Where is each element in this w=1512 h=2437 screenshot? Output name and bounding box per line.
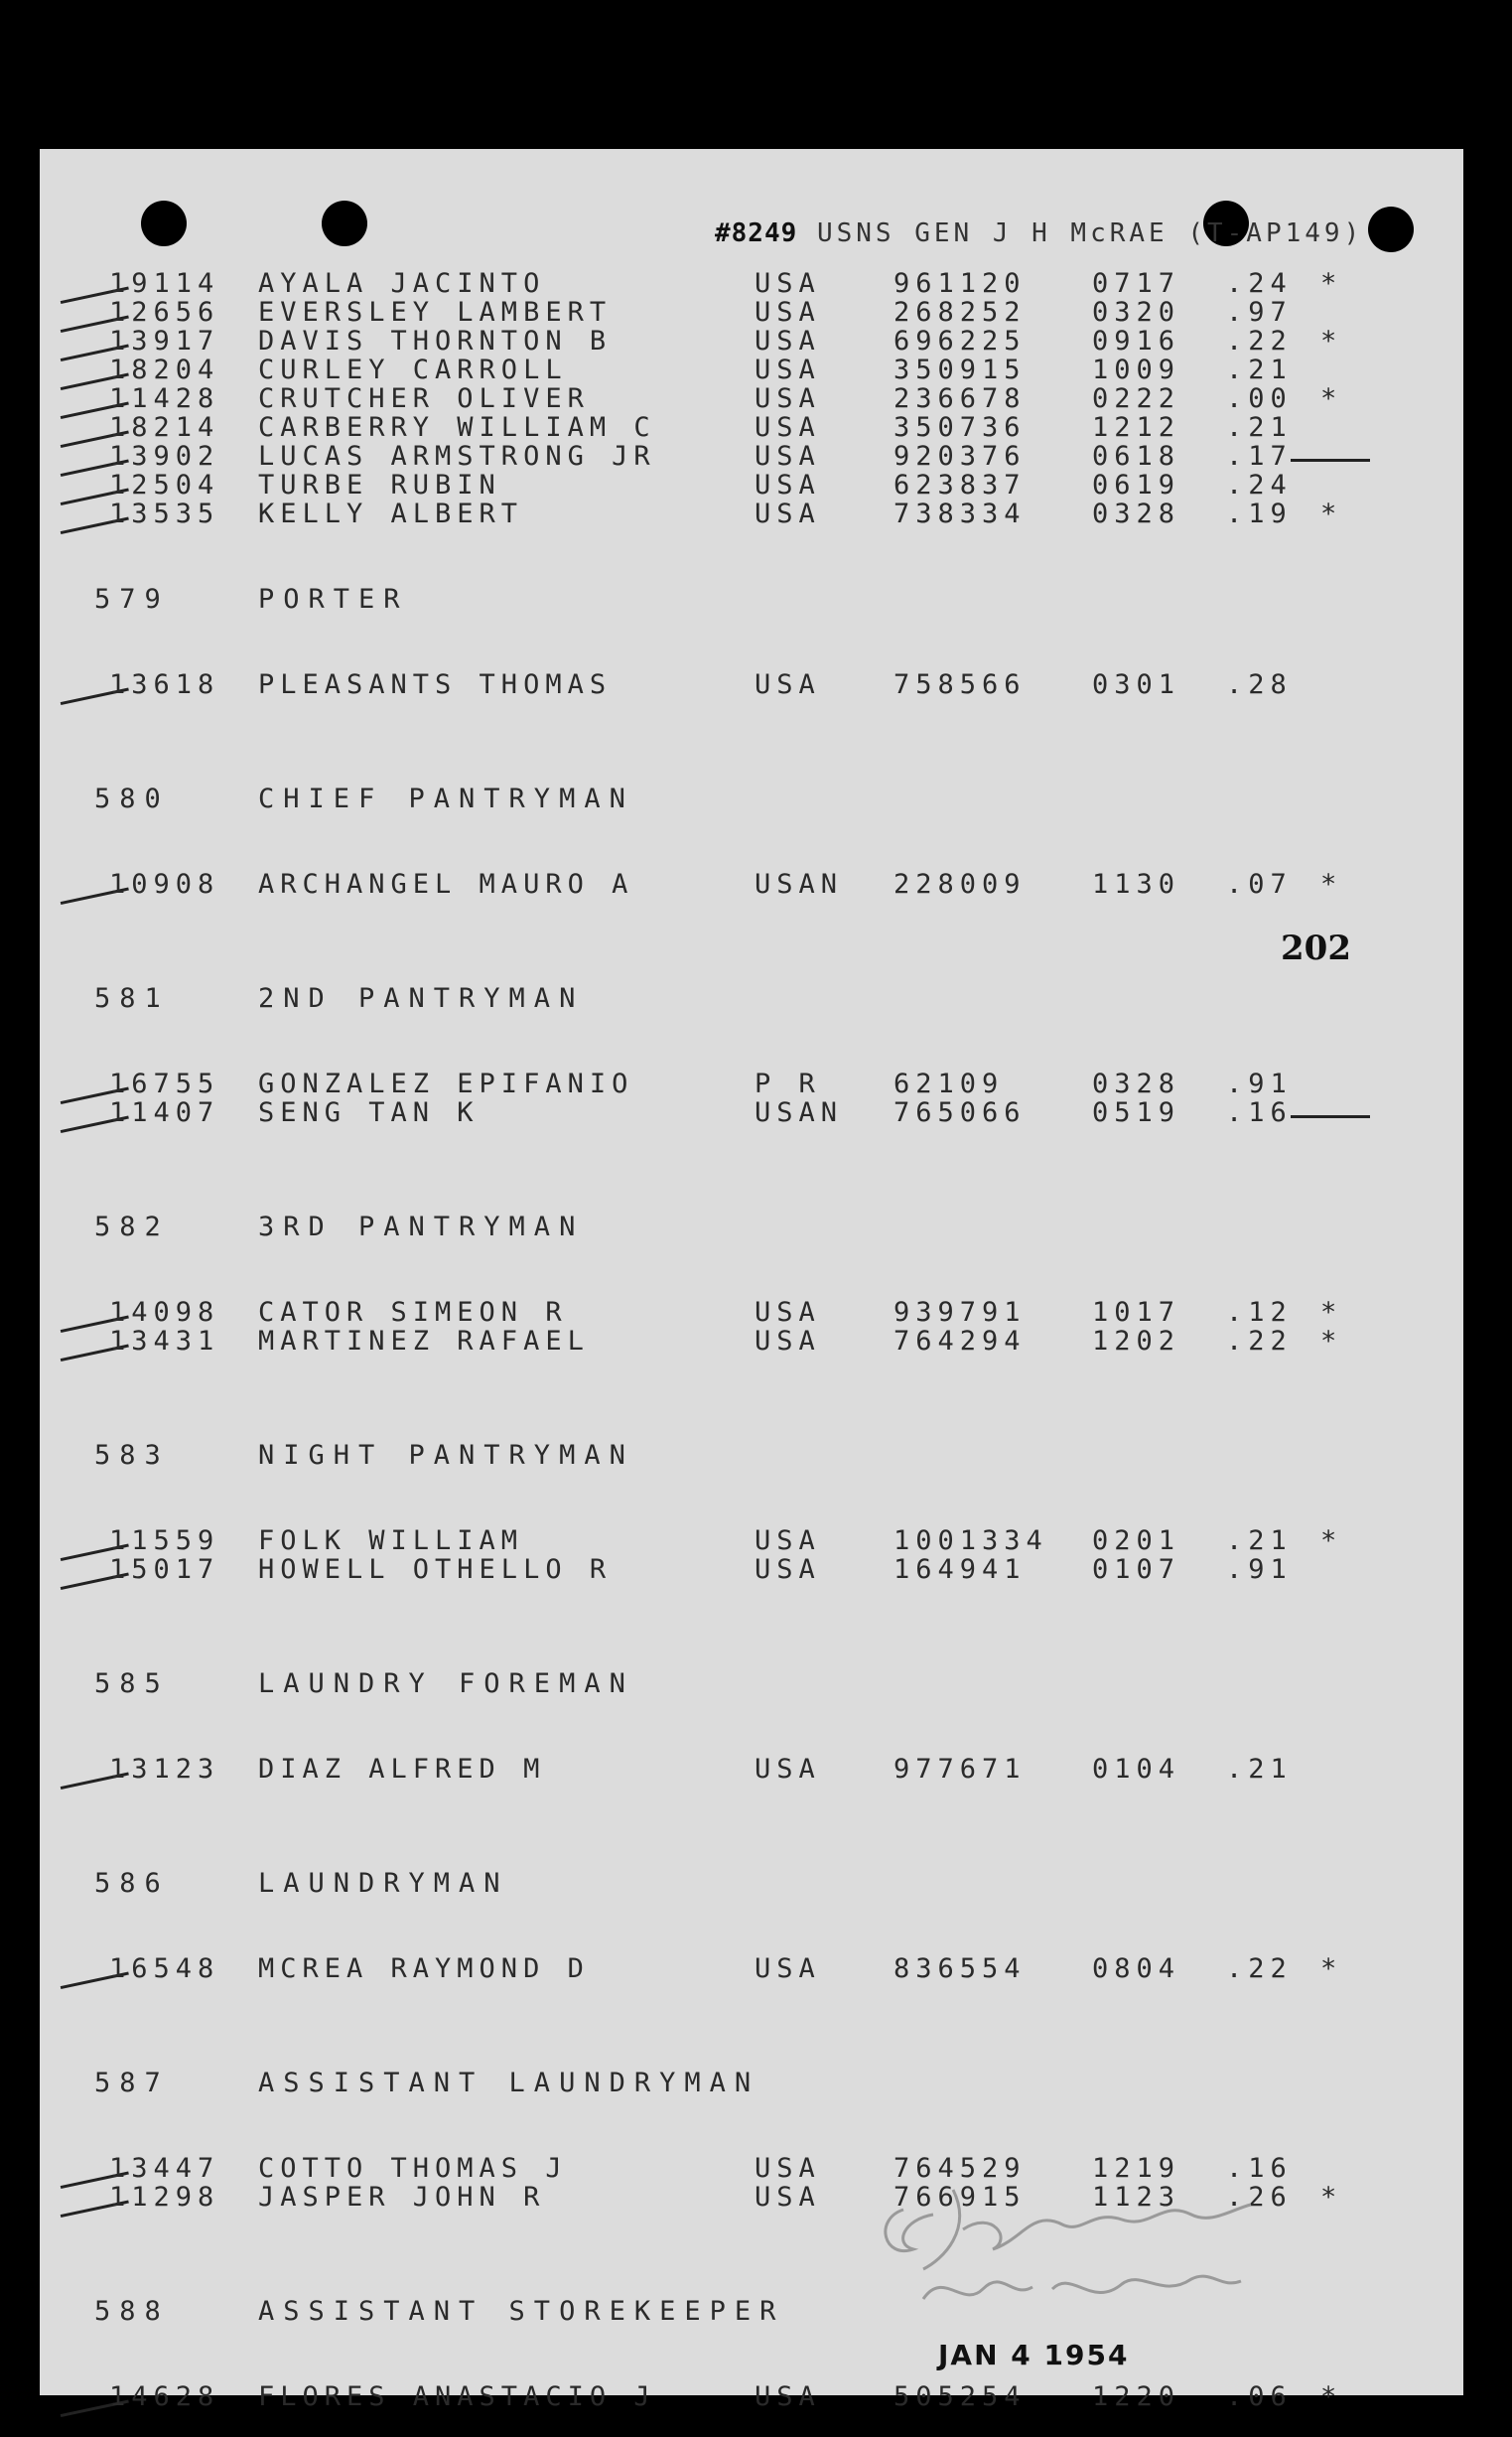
value: .21 bbox=[1226, 1525, 1293, 1556]
document-number: 350736 bbox=[893, 412, 1027, 443]
crew-name: KELLY ALBERT bbox=[258, 499, 524, 529]
entry-date: 1212 bbox=[1092, 412, 1181, 443]
nationality: USA bbox=[755, 412, 821, 443]
section-code: 580 bbox=[94, 784, 170, 814]
crew-name: CRUTCHER OLIVER bbox=[258, 383, 590, 414]
document-number: 268252 bbox=[893, 297, 1027, 328]
value: .26 bbox=[1226, 2182, 1293, 2213]
crew-id: 15017 bbox=[109, 1554, 220, 1585]
crew-name: PLEASANTS THOMAS bbox=[258, 669, 613, 700]
nationality: USA bbox=[755, 2182, 821, 2213]
entry-date: 0916 bbox=[1092, 326, 1181, 357]
section-title: PORTER bbox=[258, 584, 409, 615]
crew-id: 10908 bbox=[109, 869, 220, 900]
value: .17 bbox=[1226, 441, 1293, 472]
nationality: USA bbox=[755, 1754, 821, 1785]
value: .97 bbox=[1226, 297, 1293, 328]
asterisk-mark: * bbox=[1320, 268, 1343, 299]
value: .91 bbox=[1226, 1069, 1293, 1099]
page-number: 202 bbox=[1281, 929, 1351, 968]
entry-date: 0804 bbox=[1092, 1953, 1181, 1984]
entry-date: 1123 bbox=[1092, 2182, 1181, 2213]
nationality: USA bbox=[755, 470, 821, 501]
entry-date: 0104 bbox=[1092, 1754, 1181, 1785]
ship-name: USNS GEN J H McRAE (T-AP149) bbox=[816, 218, 1364, 248]
section-title: LAUNDRYMAN bbox=[258, 1868, 509, 1899]
document-number: 939791 bbox=[893, 1297, 1027, 1328]
value: .06 bbox=[1226, 2381, 1293, 2412]
document-number: 765066 bbox=[893, 1097, 1027, 1128]
crew-name: COTTO THOMAS J bbox=[258, 2153, 568, 2184]
crew-id: 11407 bbox=[109, 1097, 220, 1128]
nationality: USAN bbox=[755, 869, 844, 900]
crew-id: 13123 bbox=[109, 1754, 220, 1785]
crew-id: 11428 bbox=[109, 383, 220, 414]
entry-date: 0222 bbox=[1092, 383, 1181, 414]
crew-name: SENG TAN K bbox=[258, 1097, 480, 1128]
document-number: 62109 bbox=[893, 1069, 1005, 1099]
crew-name: EVERSLEY LAMBERT bbox=[258, 297, 613, 328]
punch-hole bbox=[141, 201, 187, 246]
entry-date: 0619 bbox=[1092, 470, 1181, 501]
crew-name: FLORES ANASTACIO J bbox=[258, 2381, 656, 2412]
value: .16 bbox=[1226, 1097, 1293, 1128]
document-number: 228009 bbox=[893, 869, 1027, 900]
nationality: USA bbox=[755, 355, 821, 385]
entry-date: 1202 bbox=[1092, 1326, 1181, 1357]
crew-id: 12504 bbox=[109, 470, 220, 501]
asterisk-mark: * bbox=[1320, 499, 1343, 529]
document-number: 164941 bbox=[893, 1554, 1027, 1585]
document-number: 764294 bbox=[893, 1326, 1027, 1357]
crew-name: LUCAS ARMSTRONG JR bbox=[258, 441, 656, 472]
nationality: USA bbox=[755, 326, 821, 357]
document-number: 766915 bbox=[893, 2182, 1027, 2213]
punch-hole bbox=[322, 201, 367, 246]
value: .91 bbox=[1226, 1554, 1293, 1585]
crew-id: 16548 bbox=[109, 1953, 220, 1984]
document-number: 1001334 bbox=[893, 1525, 1048, 1556]
crew-id: 12656 bbox=[109, 297, 220, 328]
section-title: ASSISTANT LAUNDRYMAN bbox=[258, 2068, 760, 2098]
crew-name: CARBERRY WILLIAM C bbox=[258, 412, 656, 443]
asterisk-mark: * bbox=[1320, 326, 1343, 357]
manifest-header bbox=[715, 218, 1363, 248]
nationality: USA bbox=[755, 1326, 821, 1357]
crew-name: MARTINEZ RAFAEL bbox=[258, 1326, 590, 1357]
entry-date: 1220 bbox=[1092, 2381, 1181, 2412]
value: .16 bbox=[1226, 2153, 1293, 2184]
crew-id: 13431 bbox=[109, 1326, 220, 1357]
crew-id: 14628 bbox=[109, 2381, 220, 2412]
nationality: USA bbox=[755, 268, 821, 299]
entry-date: 0320 bbox=[1092, 297, 1181, 328]
nationality: USA bbox=[755, 441, 821, 472]
document-number: 764529 bbox=[893, 2153, 1027, 2184]
value: .22 bbox=[1226, 1326, 1293, 1357]
crew-id: 13902 bbox=[109, 441, 220, 472]
section-title: 3RD PANTRYMAN bbox=[258, 1212, 585, 1242]
entry-date: 1009 bbox=[1092, 355, 1181, 385]
value: .24 bbox=[1226, 268, 1293, 299]
document-number: 920376 bbox=[893, 441, 1027, 472]
nationality: USA bbox=[755, 1953, 821, 1984]
crew-name: HOWELL OTHELLO R bbox=[258, 1554, 613, 1585]
value: .21 bbox=[1226, 412, 1293, 443]
nationality: USA bbox=[755, 383, 821, 414]
document-number: 236678 bbox=[893, 383, 1027, 414]
nationality: USA bbox=[755, 1525, 821, 1556]
asterisk-mark: * bbox=[1320, 383, 1343, 414]
crew-name: DAVIS THORNTON B bbox=[258, 326, 613, 357]
value: .28 bbox=[1226, 669, 1293, 700]
crew-name: CURLEY CARROLL bbox=[258, 355, 568, 385]
crew-id: 16755 bbox=[109, 1069, 220, 1099]
crew-id: 11559 bbox=[109, 1525, 220, 1556]
nationality: USA bbox=[755, 297, 821, 328]
value: .24 bbox=[1226, 470, 1293, 501]
entry-date: 1017 bbox=[1092, 1297, 1181, 1328]
entry-date: 0301 bbox=[1092, 669, 1181, 700]
value: .21 bbox=[1226, 1754, 1293, 1785]
asterisk-mark: * bbox=[1320, 1297, 1343, 1328]
crew-id: 18204 bbox=[109, 355, 220, 385]
asterisk-mark: * bbox=[1320, 869, 1343, 900]
entry-date: 0618 bbox=[1092, 441, 1181, 472]
crew-id: 13447 bbox=[109, 2153, 220, 2184]
crew-id: 13535 bbox=[109, 499, 220, 529]
section-code: 581 bbox=[94, 983, 170, 1014]
entry-date: 0201 bbox=[1092, 1525, 1181, 1556]
crew-name: TURBE RUBIN bbox=[258, 470, 501, 501]
entry-date: 1130 bbox=[1092, 869, 1181, 900]
entry-date: 0717 bbox=[1092, 268, 1181, 299]
crew-name: DIAZ ALFRED M bbox=[258, 1754, 546, 1785]
section-title: ASSISTANT STOREKEEPER bbox=[258, 2296, 785, 2327]
section-title: CHIEF PANTRYMAN bbox=[258, 784, 634, 814]
entry-date: 1219 bbox=[1092, 2153, 1181, 2184]
document-number: 758566 bbox=[893, 669, 1027, 700]
asterisk-mark: * bbox=[1320, 1953, 1343, 1984]
crew-name: FOLK WILLIAM bbox=[258, 1525, 524, 1556]
document-number: 738334 bbox=[893, 499, 1027, 529]
crew-id: 11298 bbox=[109, 2182, 220, 2213]
crew-id: 18214 bbox=[109, 412, 220, 443]
nationality: USA bbox=[755, 2153, 821, 2184]
crew-name: AYALA JACINTO bbox=[258, 268, 546, 299]
section-code: 579 bbox=[94, 584, 170, 615]
asterisk-mark: * bbox=[1320, 2182, 1343, 2213]
crew-name: JASPER JOHN R bbox=[258, 2182, 546, 2213]
section-code: 588 bbox=[94, 2296, 170, 2327]
asterisk-mark: * bbox=[1320, 1326, 1343, 1357]
crew-name: ARCHANGEL MAURO A bbox=[258, 869, 634, 900]
entry-date: 0328 bbox=[1092, 1069, 1181, 1099]
document-number: 696225 bbox=[893, 326, 1027, 357]
punch-hole bbox=[1368, 207, 1414, 252]
document-number: 961120 bbox=[893, 268, 1027, 299]
value: .22 bbox=[1226, 1953, 1293, 1984]
nationality: USA bbox=[755, 499, 821, 529]
document-number: 350915 bbox=[893, 355, 1027, 385]
strike-mark-icon bbox=[1291, 1099, 1370, 1118]
strike-mark-icon bbox=[1291, 443, 1370, 462]
entry-date: 0328 bbox=[1092, 499, 1181, 529]
nationality: USAN bbox=[755, 1097, 844, 1128]
inspector-signature bbox=[864, 2170, 1281, 2319]
document-number: 623837 bbox=[893, 470, 1027, 501]
crew-id: 14098 bbox=[109, 1297, 220, 1328]
section-code: 583 bbox=[94, 1440, 170, 1471]
nationality: USA bbox=[755, 1554, 821, 1585]
manifest-number: #8249 bbox=[715, 218, 798, 248]
document-page bbox=[40, 149, 1463, 2412]
crew-name: MCREA RAYMOND D bbox=[258, 1953, 590, 1984]
crew-id: 19114 bbox=[109, 268, 220, 299]
date-stamp: JAN 4 1954 bbox=[938, 2339, 1130, 2371]
value: .00 bbox=[1226, 383, 1293, 414]
nationality: USA bbox=[755, 1297, 821, 1328]
crew-id: 13917 bbox=[109, 326, 220, 357]
entry-date: 0519 bbox=[1092, 1097, 1181, 1128]
section-code: 582 bbox=[94, 1212, 170, 1242]
section-title: LAUNDRY FOREMAN bbox=[258, 1668, 634, 1699]
nationality: USA bbox=[755, 2381, 821, 2412]
crew-name: CATOR SIMEON R bbox=[258, 1297, 568, 1328]
section-title: NIGHT PANTRYMAN bbox=[258, 1440, 634, 1471]
value: .19 bbox=[1226, 499, 1293, 529]
value: .22 bbox=[1226, 326, 1293, 357]
section-code: 586 bbox=[94, 1868, 170, 1899]
document-number: 977671 bbox=[893, 1754, 1027, 1785]
nationality: USA bbox=[755, 669, 821, 700]
crew-name: GONZALEZ EPIFANIO bbox=[258, 1069, 634, 1099]
document-number: 836554 bbox=[893, 1953, 1027, 1984]
nationality: P R bbox=[755, 1069, 821, 1099]
value: .21 bbox=[1226, 355, 1293, 385]
crew-id: 13618 bbox=[109, 669, 220, 700]
section-code: 585 bbox=[94, 1668, 170, 1699]
section-code: 587 bbox=[94, 2068, 170, 2098]
document-number: 505254 bbox=[893, 2381, 1027, 2412]
value: .07 bbox=[1226, 869, 1293, 900]
asterisk-mark: * bbox=[1320, 2381, 1343, 2412]
value: .12 bbox=[1226, 1297, 1293, 1328]
asterisk-mark: * bbox=[1320, 1525, 1343, 1556]
section-title: 2ND PANTRYMAN bbox=[258, 983, 585, 1014]
entry-date: 0107 bbox=[1092, 1554, 1181, 1585]
